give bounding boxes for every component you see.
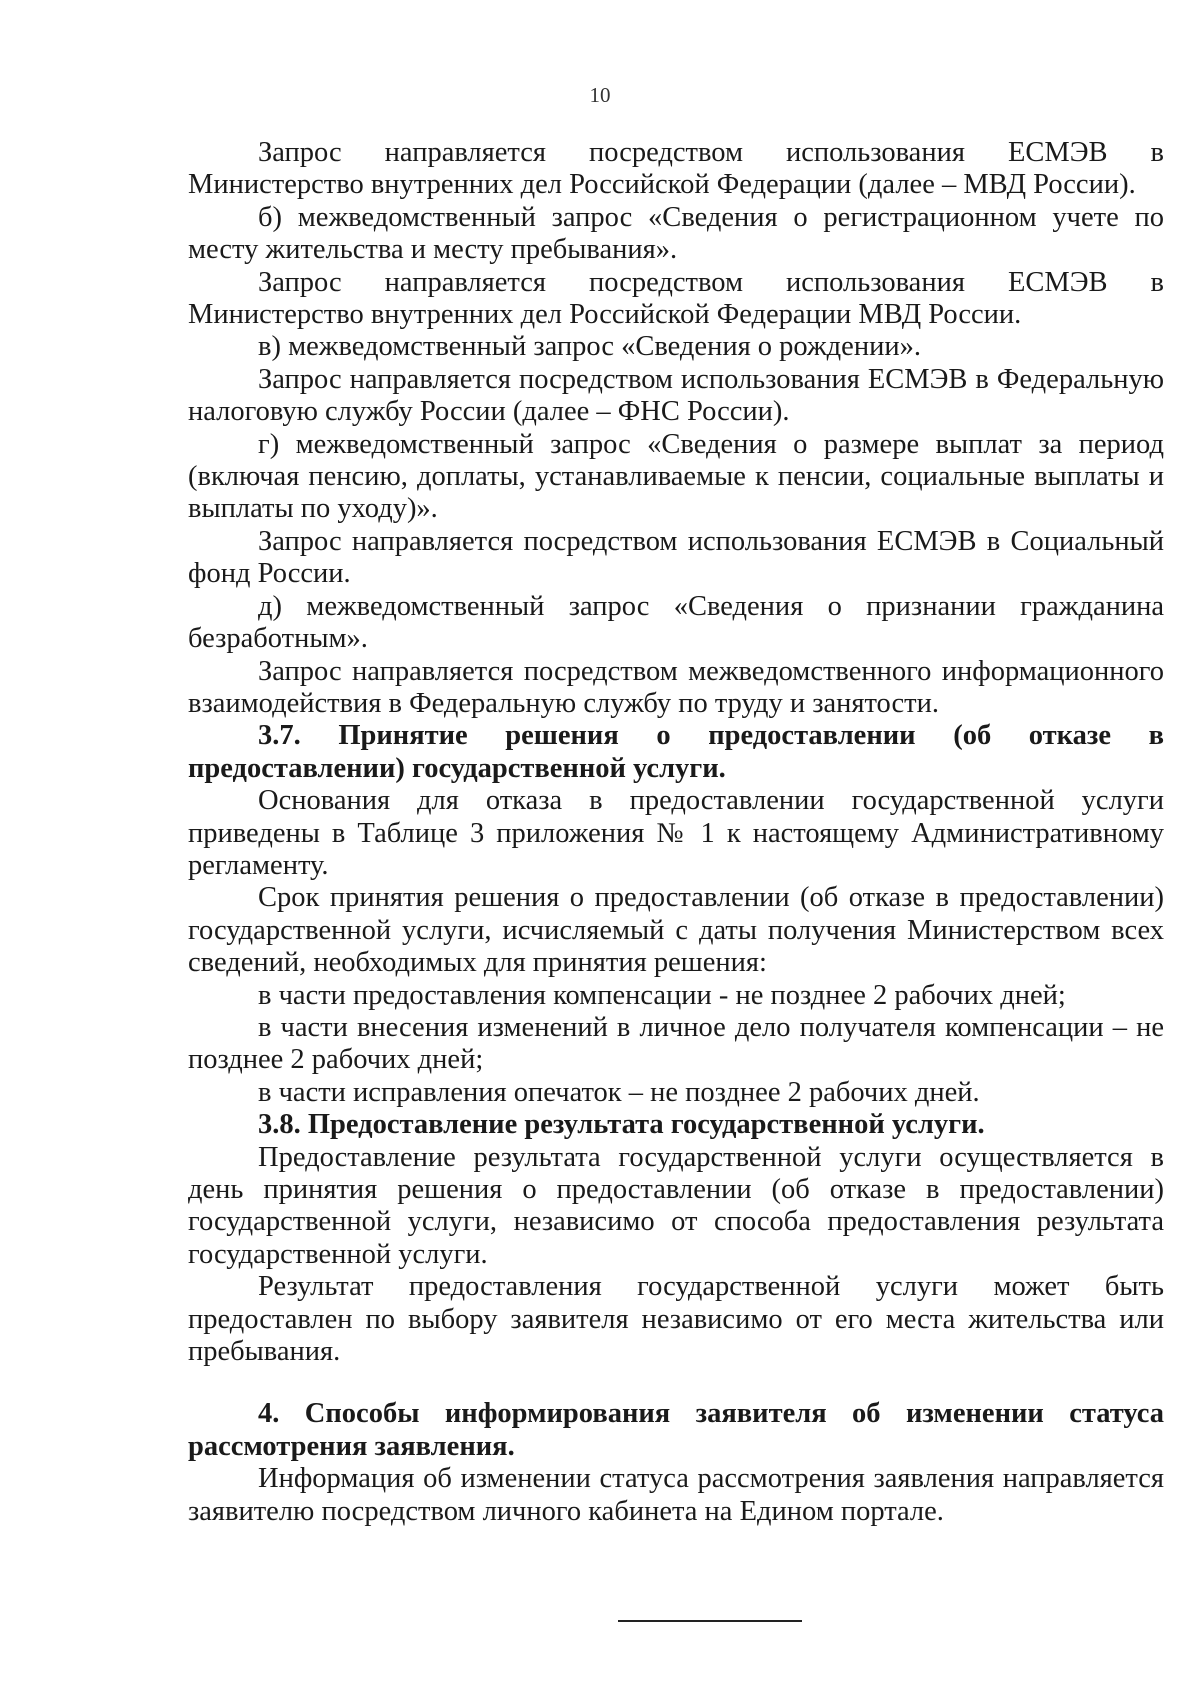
section-heading-4: 4. Способы информирования заявителя об изменении статуса рассмотрения заявления. xyxy=(188,1398,1164,1462)
paragraph: Срок принятия решения о предоставлении (об отказе в предоставлении) государственной услуги, исчисляемый с даты получения Министерством всех сведений, необходимых для принятия решения: xyxy=(188,882,1164,979)
paragraph: Результат предоставления государственной услуги может быть предоставлен по выбору заявителя независимо от его места жительства или пребывания. xyxy=(188,1271,1164,1368)
paragraph: Запрос направляется посредством использования ЕСМЭВ в Федеральную налоговую службу России (далее – ФНС России). xyxy=(188,363,1164,428)
paragraph: Запрос направляется посредством межведомственного информационного взаимодействия в Федеральную службу по труду и занятости. xyxy=(188,655,1164,719)
paragraph: б) межведомственный запрос «Сведения о регистрационном учете по месту жительства и месту пребывания». xyxy=(188,201,1164,266)
paragraph: Запрос направляется посредством использования ЕСМЭВ в Министерство внутренних дел Российской Федерации (далее – МВД России). xyxy=(188,137,1164,201)
paragraph: в) межведомственный запрос «Сведения о рождении». xyxy=(258,331,921,363)
paragraph: Основания для отказа в предоставлении государственной услуги приведены в Таблице 3 приложения № 1 к настоящему Административному регламенту. xyxy=(188,785,1164,881)
paragraph: в части внесения изменений в личное дело получателя компенсации – не позднее 2 рабочих дней; xyxy=(188,1011,1164,1076)
paragraph: Запрос направляется посредством использования ЕСМЭВ в Министерство внутренних дел Российской Федерации МВД России. xyxy=(188,266,1164,331)
paragraph: Информация об изменении статуса рассмотрения заявления направляется заявителю посредством личного кабинета на Едином портале. xyxy=(188,1463,1164,1527)
page-number: 10 xyxy=(589,83,611,107)
end-separator-line xyxy=(618,1620,802,1622)
paragraph: Запрос направляется посредством использования ЕСМЭВ в Социальный фонд России. xyxy=(188,525,1164,590)
section-heading-3-8: 3.8. Предоставление результата государственной услуги. xyxy=(258,1109,985,1141)
paragraph: в части исправления опечаток – не позднее 2 рабочих дней. xyxy=(258,1076,980,1108)
paragraph: д) межведомственный запрос «Сведения о признании гражданина безработным». xyxy=(188,590,1164,655)
section-gap xyxy=(188,1368,1164,1398)
paragraph: Предоставление результата государственной услуги осуществляется в день принятия решения о предоставлении (об отказе в предоставлении) государственной услуги, независимо от способа предоставления результата государственной услуги. xyxy=(188,1141,1164,1270)
document-body xyxy=(188,137,1164,1528)
paragraph: в части предоставления компенсации - не позднее 2 рабочих дней; xyxy=(258,979,1066,1011)
section-heading-3-7: 3.7. Принятие решения о предоставлении (об отказе в предоставлении) государственной услуги. xyxy=(188,720,1164,784)
paragraph: г) межведомственный запрос «Сведения о размере выплат за период (включая пенсию, доплаты, устанавливаемые к пенсии, социальные выплаты и выплаты по уходу)». xyxy=(188,428,1164,525)
